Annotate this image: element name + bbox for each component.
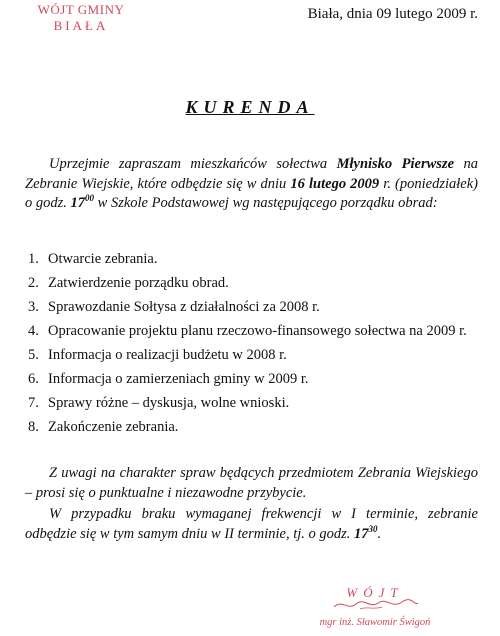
meeting-date: 16 lutego 2009 [290,175,380,192]
stamp-line-municipality: BIAŁA [53,18,109,33]
signature-block [310,585,440,629]
agenda-item [28,418,478,437]
intro-text-4: w Szkole Podstawowej wg następującego porządku obrad: [94,195,438,211]
agenda-item-text: Sprawozdanie Sołtysa z działalności za 2008 r. [48,299,320,315]
agenda-item-text: Otwarcie zebrania. [48,251,158,267]
meeting-time [71,195,95,211]
agenda-item-number: 2. [28,275,39,291]
agenda-item-text: Informacja o zamierzeniach gminy w 2009 r. [48,371,309,387]
second-term-text: W przypadku braku wymaganej frekwencji w I terminie, zebranie odbędzie się w tym samym dniu w II terminie, tj. o godz. [25,506,478,542]
agenda-item [28,346,478,365]
agenda-item [28,370,478,389]
second-term-time [354,523,378,542]
meeting-time-minutes: 00 [85,193,95,204]
office-stamp [26,2,136,34]
agenda-item-text: Zakończenie zebrania. [48,419,179,435]
agenda-item [28,298,478,317]
agenda-item [28,250,478,269]
agenda-item-text: Sprawy różne – dyskusja, wolne wnioski. [48,395,290,411]
second-term-time-hour: 17 [354,525,369,542]
agenda-item-text: Opracowanie projektu planu rzeczowo-finansowego sołectwa na 2009 r. [48,323,467,339]
agenda-item-number: 7. [28,395,39,411]
village-name: Młynisko Pierwsze [336,156,455,172]
agenda-item-number: 1. [28,251,39,267]
signatory-name: mgr inż. Sławomir Świgoń [319,617,431,628]
second-term-paragraph [25,505,478,544]
document-title: KURENDA [185,97,315,117]
agenda-item-text: Informacja o realizacji budżetu w 2008 r. [48,347,287,363]
agenda-list [28,250,478,442]
second-term-end: . [377,525,382,542]
signature-title: WÓJT [346,585,404,600]
intro-text-3: r. (poniedziałek) o godz. [25,175,479,211]
agenda-item-number: 4. [28,323,39,339]
second-term-time-minutes: 30 [368,523,378,534]
place-and-date: Biała, dnia 09 lutego 2009 r. [307,6,478,22]
intro-text-2: na Zebranie Wiejskie, które odbędzie się w dniu [25,156,478,192]
agenda-item-text: Zatwierdzenie porządku obrad. [48,275,229,291]
agenda-item [28,394,478,413]
intro-text-1: Uprzejmie zapraszam mieszkańców sołectwa [49,156,337,172]
agenda-item-number: 3. [28,299,39,315]
meeting-time-hour: 17 [70,195,86,211]
agenda-item-number: 8. [28,419,39,435]
punctuality-paragraph: Z uwagi na charakter spraw będących przedmiotem Zebrania Wiejskiego – prosi się o punktualne i niezawodne przybycie. [25,465,478,501]
agenda-item [28,274,478,293]
invitation-paragraph [25,155,478,214]
agenda-item [28,322,478,341]
agenda-item-number: 5. [28,347,39,363]
stamp-line-office: WÓJT GMINY [37,2,125,17]
agenda-item-number: 6. [28,371,39,387]
